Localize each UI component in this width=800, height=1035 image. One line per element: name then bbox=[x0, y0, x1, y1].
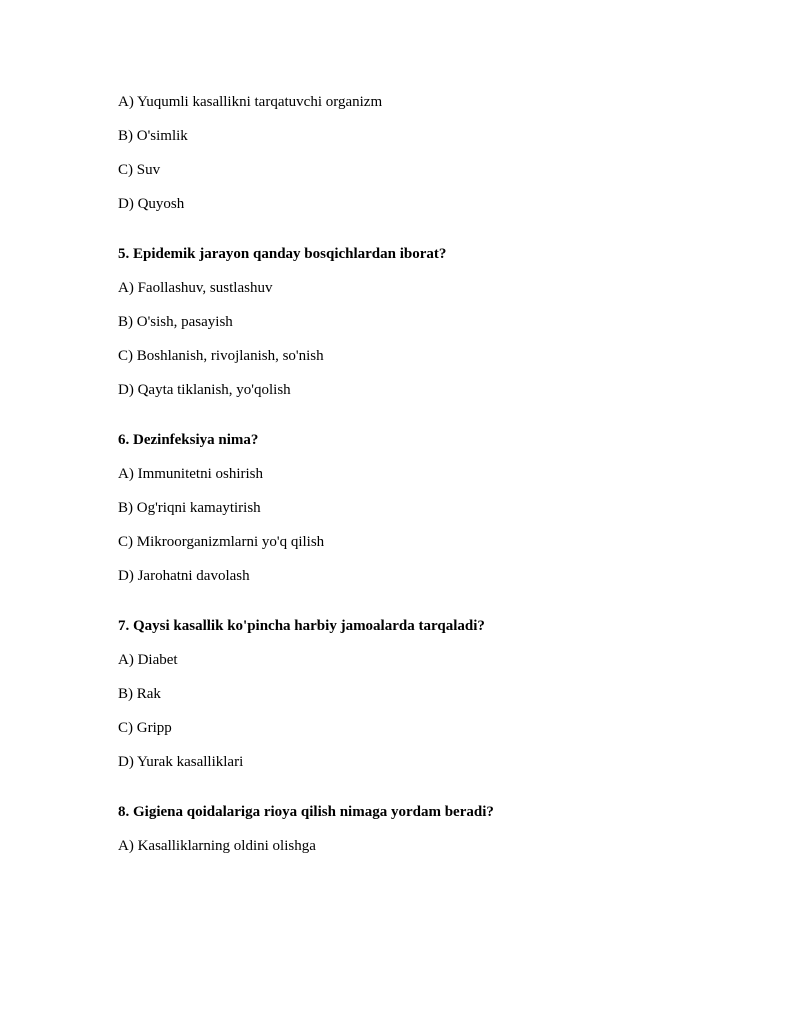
option-a: A) Faollashuv, sustlashuv bbox=[118, 280, 273, 296]
option-c: C) Gripp bbox=[118, 720, 172, 736]
question-block-8 bbox=[118, 802, 718, 856]
question-block-4-continued bbox=[118, 92, 718, 214]
option-c: C) Boshlanish, rivojlanish, so'nish bbox=[118, 348, 324, 364]
option-d: D) Jarohatni davolash bbox=[118, 568, 250, 584]
option-d: D) Qayta tiklanish, yo'qolish bbox=[118, 382, 291, 398]
option-a: A) Yuqumli kasallikni tarqatuvchi organizm bbox=[118, 94, 383, 110]
question-block-6 bbox=[118, 430, 718, 586]
option-c: C) Mikroorganizmlarni yo'q qilish bbox=[118, 534, 325, 550]
option-b: B) Rak bbox=[118, 686, 161, 702]
question-block-7 bbox=[118, 616, 718, 772]
question-7-title: 7. Qaysi kasallik ko'pincha harbiy jamoalarda tarqaladi? bbox=[118, 618, 485, 634]
option-b: B) O'sish, pasayish bbox=[118, 314, 233, 330]
option-a: A) Kasalliklarning oldini olishga bbox=[118, 838, 316, 854]
option-b: B) Og'riqni kamaytirish bbox=[118, 500, 261, 516]
question-block-5 bbox=[118, 244, 718, 400]
option-b: B) O'simlik bbox=[118, 128, 188, 144]
document-page bbox=[118, 92, 718, 870]
option-d: D) Quyosh bbox=[118, 196, 185, 212]
option-d: D) Yurak kasalliklari bbox=[118, 754, 244, 770]
question-8-title: 8. Gigiena qoidalariga rioya qilish nimaga yordam beradi? bbox=[118, 804, 494, 820]
option-c: C) Suv bbox=[118, 162, 161, 178]
question-5-title: 5. Epidemik jarayon qanday bosqichlardan iborat? bbox=[118, 246, 447, 262]
option-a: A) Diabet bbox=[118, 652, 178, 668]
option-a: A) Immunitetni oshirish bbox=[118, 466, 263, 482]
question-6-title: 6. Dezinfeksiya nima? bbox=[118, 432, 259, 448]
